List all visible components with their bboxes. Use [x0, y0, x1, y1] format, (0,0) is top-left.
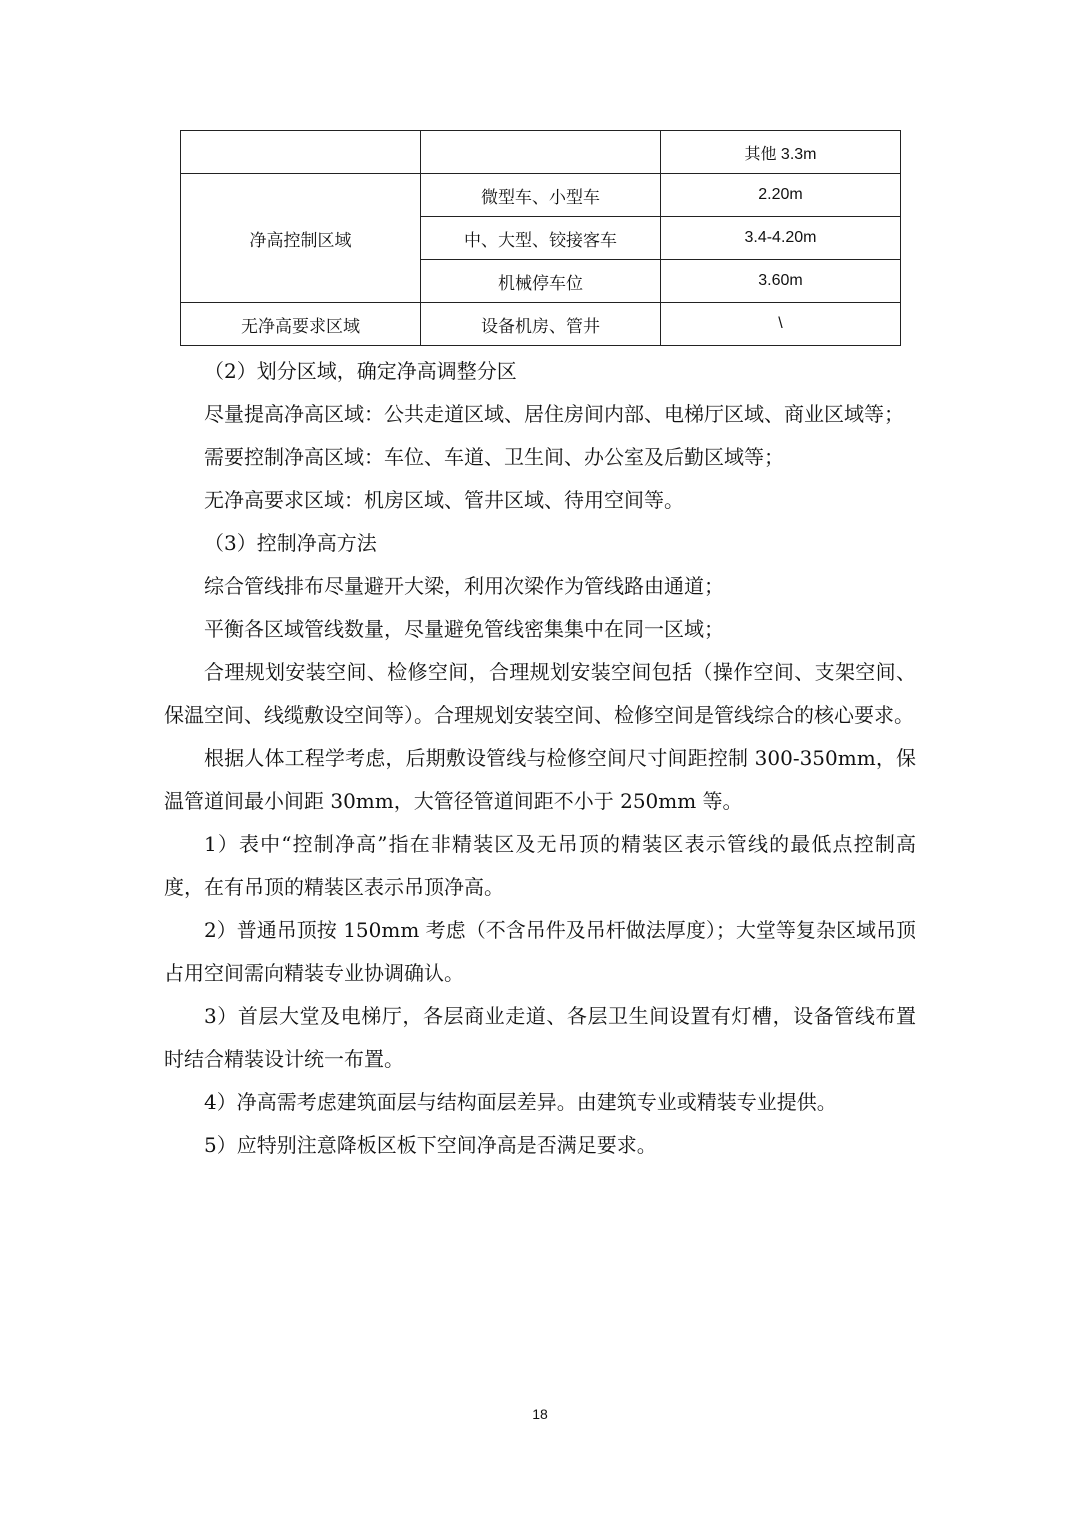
table-row	[181, 131, 901, 174]
table-cell: 中、大型、铰接客车	[421, 217, 661, 260]
clearance-table-grid	[180, 130, 901, 346]
table-cell: 其他 3.3m	[661, 131, 901, 174]
table-cell: 无净高要求区域	[181, 303, 421, 346]
section-heading: （2）划分区域，确定净高调整分区	[204, 359, 517, 383]
note-item: 2）普通吊顶按 150mm 考虑（不含吊件及吊杆做法厚度）；大堂等复杂区域吊顶占用空间需向精装专业协调确认。	[164, 918, 916, 985]
paragraph: 尽量提高净高区域：公共走道区域、居住房间内部、电梯厅区域、商业区域等；	[204, 402, 904, 426]
paragraph: 无净高要求区域：机房区域、管井区域、待用空间等。	[204, 488, 684, 512]
table-cell	[181, 131, 421, 174]
paragraph: 平衡各区域管线数量，尽量避免管线密集集中在同一区域；	[204, 617, 724, 641]
paragraph: 综合管线排布尽量避开大梁，利用次梁作为管线路由通道；	[204, 574, 724, 598]
table-cell: 机械停车位	[421, 260, 661, 303]
table-cell: 微型车、小型车	[421, 174, 661, 217]
table-row	[181, 174, 901, 217]
table-cell: \	[661, 303, 901, 346]
table-cell	[421, 131, 661, 174]
section-heading: （3）控制净高方法	[204, 531, 377, 555]
paragraph: 根据人体工程学考虑，后期敷设管线与检修空间尺寸间距控制 300-350mm，保温管道间最小间距 30mm，大管径管道间距不小于 250mm 等。	[164, 746, 916, 813]
table-cell: 2.20m	[661, 174, 901, 217]
paragraph: 合理规划安装空间、检修空间，合理规划安装空间包括（操作空间、支架空间、保温空间、线缆敷设空间等）。合理规划安装空间、检修空间是管线综合的核心要求。	[164, 660, 916, 727]
table-cell: 设备机房、管井	[421, 303, 661, 346]
table-cell: 3.60m	[661, 260, 901, 303]
note-item: 3）首层大堂及电梯厅，各层商业走道、各层卫生间设置有灯槽，设备管线布置时结合精装设计统一布置。	[164, 1004, 916, 1071]
table-cell: 3.4-4.20m	[661, 217, 901, 260]
note-item: 4）净高需考虑建筑面层与结构面层差异。由建筑专业或精装专业提供。	[204, 1090, 837, 1114]
table-row	[181, 303, 901, 346]
clearance-table	[180, 130, 900, 346]
note-item: 1）表中“控制净高”指在非精装区及无吊顶的精装区表示管线的最低点控制高度，在有吊顶的精装区表示吊顶净高。	[164, 832, 916, 899]
table-cell: 净高控制区域	[181, 174, 421, 303]
note-item: 5）应特别注意降板区板下空间净高是否满足要求。	[204, 1133, 657, 1157]
paragraph: 需要控制净高区域：车位、车道、卫生间、办公室及后勤区域等；	[204, 445, 784, 469]
page-number: 18	[532, 1406, 548, 1422]
body-text	[164, 350, 916, 1167]
